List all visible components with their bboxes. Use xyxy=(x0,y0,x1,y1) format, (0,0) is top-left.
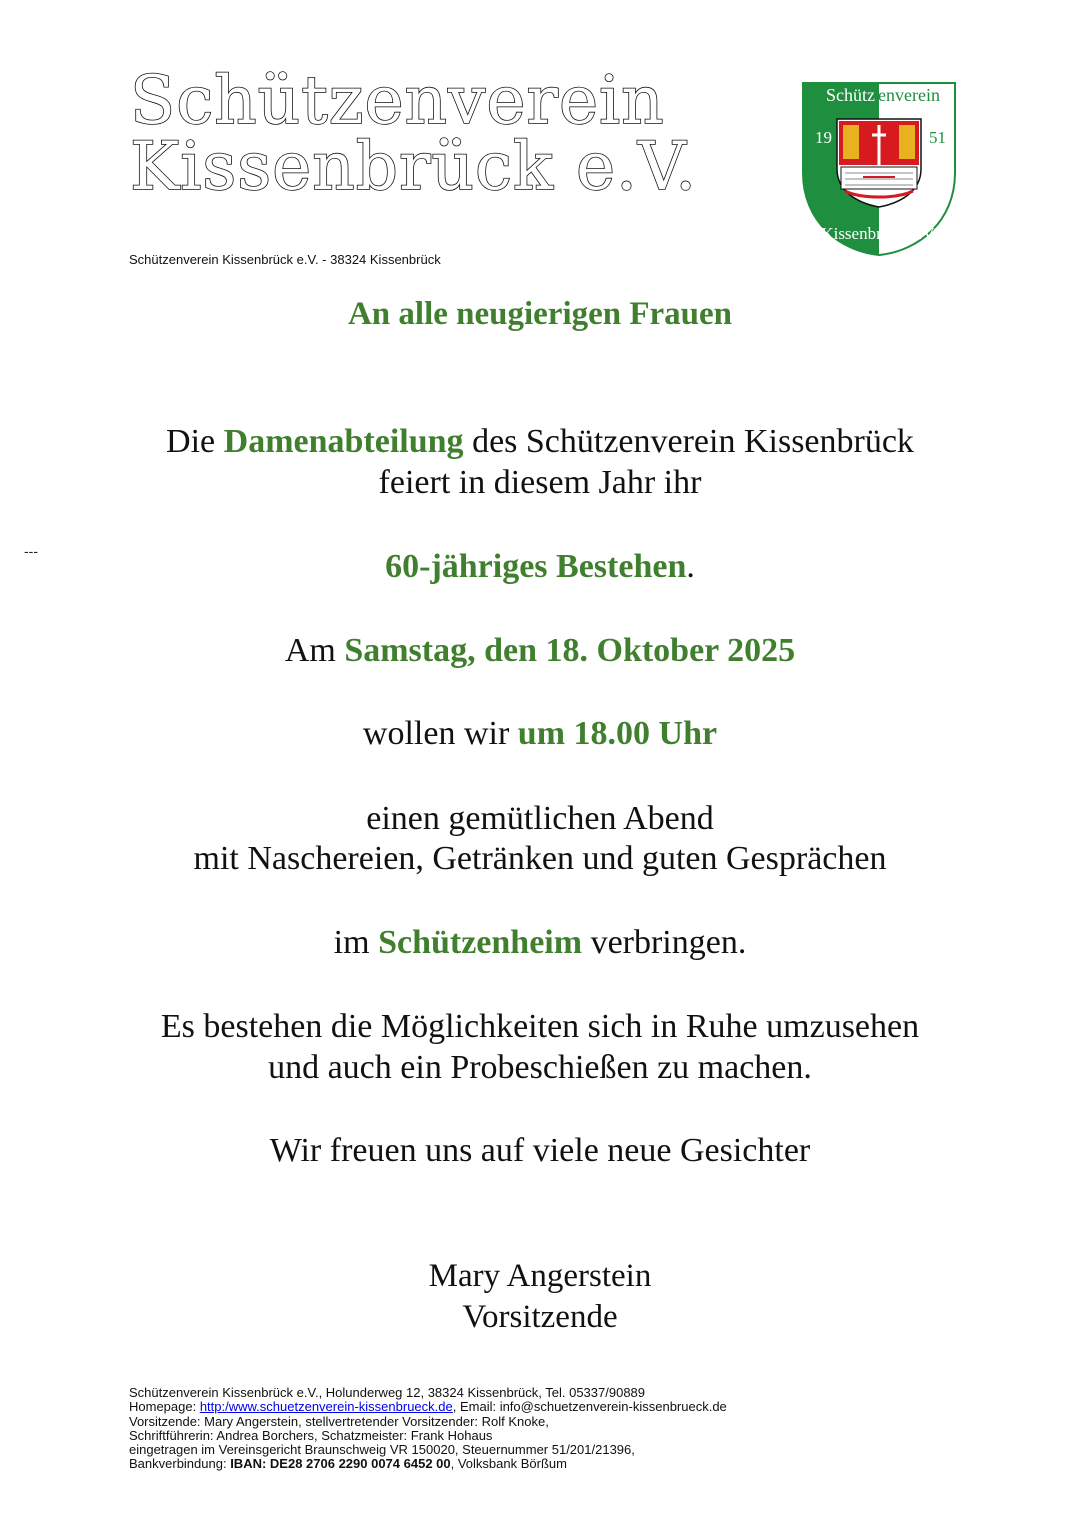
body-line-6: einen gemütlichen Abend xyxy=(366,800,714,837)
club-logo xyxy=(801,81,957,257)
side-mark: --- xyxy=(24,543,38,559)
body-line-10: und auch ein Probeschießen zu machen. xyxy=(268,1049,812,1086)
club-title xyxy=(130,62,698,205)
highlight-anniversary: 60-jähriges Bestehen xyxy=(385,548,687,585)
body-line-9: Es bestehen die Möglichkeiten sich in Ruhe umzusehen xyxy=(160,1008,920,1045)
logo-top-text-right: enverein xyxy=(878,85,940,105)
body-line-5: wollen wir um 18.00 Uhr xyxy=(362,715,718,752)
body-line-2: feiert in diesem Jahr ihr xyxy=(378,464,702,501)
footer-bank: Bankverbindung: IBAN: DE28 2706 2290 0074 6452 00, Volksbank Börßum xyxy=(129,1456,567,1472)
club-title-line2: Kissenbrück e.V. xyxy=(130,128,698,205)
footer-board-1: Vorsitzende: Mary Angerstein, stellvertretender Vorsitzender: Rolf Knoke, xyxy=(129,1413,549,1429)
body-line-4: Am Samstag, den 18. Oktober 2025 xyxy=(284,632,796,669)
logo-year-right: 51 xyxy=(929,128,946,147)
iban: IBAN: DE28 2706 2290 0074 6452 00 xyxy=(230,1456,451,1472)
club-title-line1: Schützenverein xyxy=(130,62,665,139)
body-line-3: 60-jähriges Bestehen. xyxy=(385,548,695,585)
footer-contact: Homepage: http:/www.schuetzenverein-kissenbrueck.de, Email: info@schuetzenverein-kissenbrueck.de xyxy=(129,1399,727,1415)
homepage-link[interactable]: http:/www.schuetzenverein-kissenbrueck.de xyxy=(199,1399,453,1415)
highlight-time: um 18.00 Uhr xyxy=(517,715,718,752)
logo-bottom-text: Kissenbrück e.V. xyxy=(821,224,937,243)
highlight-damenabteilung: Damenabteilung xyxy=(223,423,464,460)
signature-name: Mary Angerstein xyxy=(428,1258,652,1294)
signature-role: Vorsitzende xyxy=(462,1299,618,1335)
highlight-location: Schützenheim xyxy=(378,924,583,961)
sender-line: Schützenverein Kissenbrück e.V. - 38324 Kissenbrück xyxy=(129,252,441,267)
heading: An alle neugierigen Frauen xyxy=(347,296,733,332)
footer-address: Schützenverein Kissenbrück e.V., Holunderweg 12, 38324 Kissenbrück, Tel. 05337/90889 xyxy=(129,1385,646,1400)
body-line-11: Wir freuen uns auf viele neue Gesichter xyxy=(269,1132,811,1169)
highlight-date: Samstag, den 18. Oktober 2025 xyxy=(344,632,796,669)
body-line-8: im Schützenheim verbringen. xyxy=(333,924,747,961)
logo-year-left: 19 xyxy=(815,128,832,147)
logo-top-text-left: Schütz xyxy=(826,85,875,105)
footer-board-2: Schriftführerin: Andrea Borchers, Schatzmeister: Frank Hohaus xyxy=(129,1427,493,1443)
footer xyxy=(129,1386,727,1472)
body-line-7: mit Naschereien, Getränken und guten Gesprächen xyxy=(193,840,887,877)
footer-registry: eingetragen im Vereinsgericht Braunschweig VR 150020, Steuernummer 51/201/21396, xyxy=(129,1442,635,1458)
body-line-1: Die Damenabteilung des Schützenverein Kissenbrück xyxy=(166,423,914,460)
